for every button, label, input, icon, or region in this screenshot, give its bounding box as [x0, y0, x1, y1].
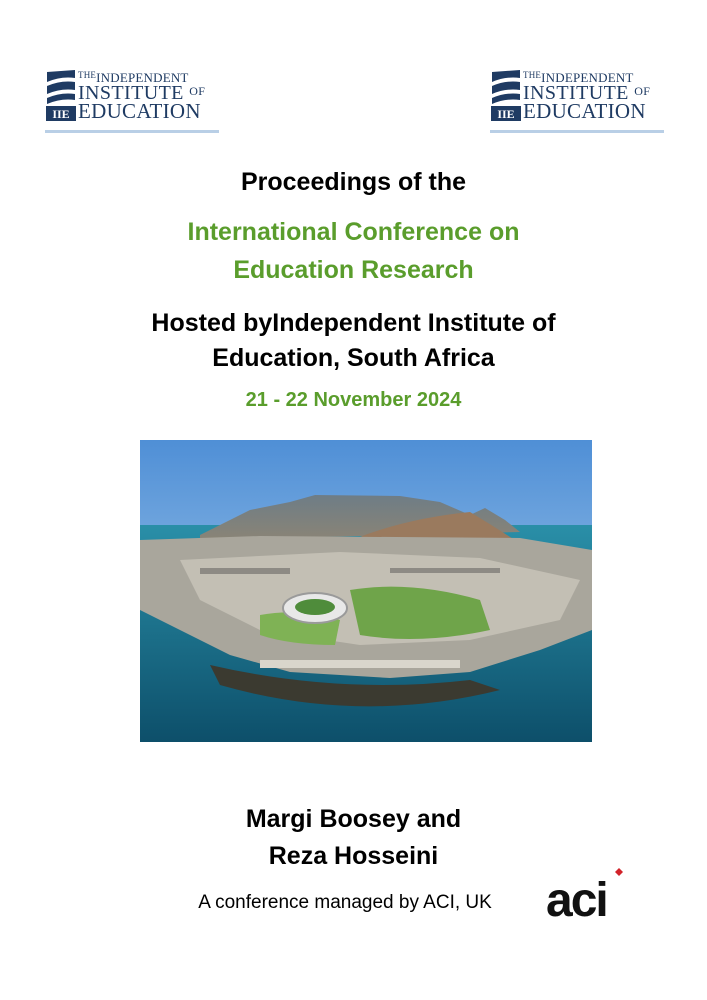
logo-line-institute: INSTITUTE $^{OF}$: [523, 82, 651, 104]
author-line1: Margi Boosey and: [245, 805, 462, 833]
logo-underline: [45, 130, 219, 133]
logo-line-education: EDUCATION: [523, 99, 646, 123]
conference-name: [0, 213, 707, 289]
logo-line-independent: $^{THE}$INDEPENDENT: [523, 70, 634, 85]
proceedings-heading: Proceedings of the: [240, 168, 467, 196]
managed-by-text: A conference managed by ACI, UK: [198, 892, 492, 913]
host-statement: [0, 306, 707, 376]
logo-line-institute: INSTITUTE $^{OF}$: [78, 82, 206, 104]
logo-line-education: EDUCATION: [78, 99, 201, 123]
host-line2: Education, South Africa: [212, 344, 495, 372]
svg-text:IIE: IIE: [52, 107, 70, 121]
conference-dates: 21 - 22 November 2024: [245, 389, 462, 411]
author-line2: Reza Hosseini: [268, 842, 439, 870]
conference-name-line2: Education Research: [233, 256, 474, 284]
cape-town-aerial-photo: [140, 440, 592, 742]
iie-logo-left: [45, 68, 221, 138]
aci-logo: [544, 864, 634, 924]
logo-underline: [490, 130, 664, 133]
host-line1: Hosted byIndependent Institute of: [151, 309, 556, 337]
logo-line-independent: $^{THE}$INDEPENDENT: [78, 70, 189, 85]
iie-mark-icon: [45, 68, 77, 124]
svg-text:aci: aci: [546, 874, 607, 924]
iie-mark-icon: [490, 68, 522, 124]
iie-logo-right: [490, 68, 666, 138]
conference-name-line1: International Conference on: [187, 218, 520, 246]
svg-text:IIE: IIE: [497, 107, 515, 121]
aci-red-diamond-icon: [615, 868, 623, 876]
